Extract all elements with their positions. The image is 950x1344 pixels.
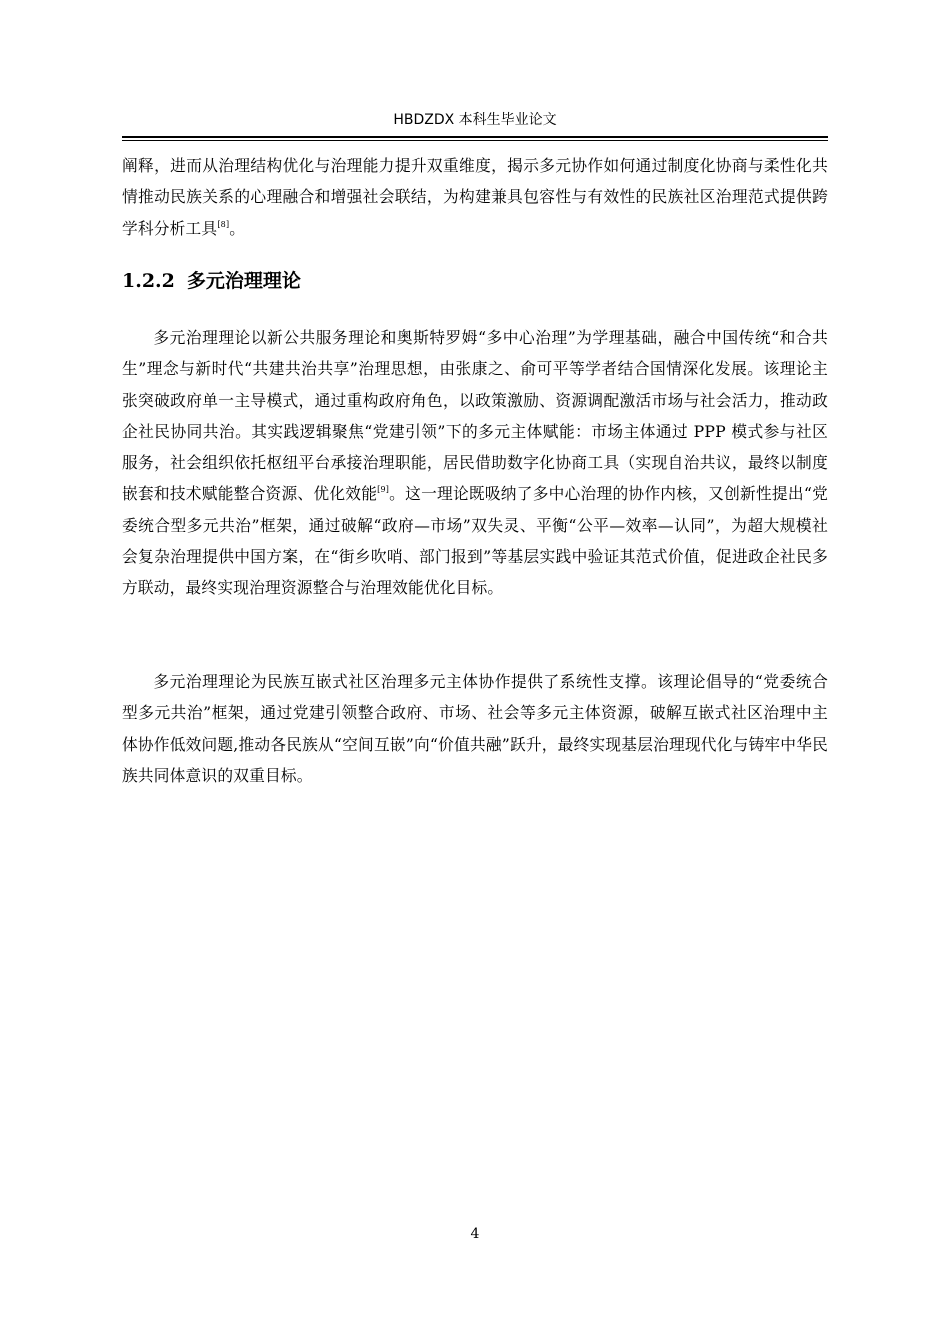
section-heading (122, 266, 301, 296)
paragraph-tail: 。这一理论既吸纳了多中心治理的协作内核，又创新性提出“党委统合型多元共治”框架，通过破解“政府—市场”双失灵、平衡“公平—效率—认同”，为超大规模社会复杂治理提供中国方案，在“街乡吹哨、部门报到”等基层实践中验证其范式价值，促进政企社民多方联动，最终实现治理资源整合与治理效能优化目标。 (122, 484, 828, 598)
page-number: 4 (470, 1226, 480, 1242)
body-paragraph (122, 322, 828, 604)
running-header: HBDZDX 本科生毕业论文 (393, 112, 557, 128)
section-number: 1.2.2 (122, 270, 175, 292)
citation-ref: [9] (377, 485, 390, 495)
paragraph-tail: 。 (229, 218, 246, 238)
paragraph-text: 阐释，进而从治理结构优化与治理能力提升双重维度，揭示多元协作如何通过制度化协商与柔性化共情推动民族关系的心理融合和增强社会联结，为构建兼具包容性与有效性的民族社区治理范式提供跨学科分析工具 (122, 156, 828, 238)
section-title: 多元治理理论 (186, 270, 301, 292)
paragraph-text: 多元治理理论以新公共服务理论和奥斯特罗姆“多中心治理”为学理基础，融合中国传统“和合共生”理念与新时代“共建共治共享”治理思想，由张康之、俞可平等学者结合国情深化发展。该理论主张突破政府单一主导模式，通过重构政府角色，以政策激励、资源调配激活市场与社会活力，推动政企社民协同共治。其实践逻辑聚焦“党建引领”下的多元主体赋能：市场主体通过 PPP 模式参与社区服务，社会组织依托枢纽平台承接治理职能，居民借助数字化协商工具（实现自治共议，最终以制度嵌套和技术赋能整合资源、优化效能 (122, 328, 828, 504)
paragraph-text: 多元治理理论为民族互嵌式社区治理多元主体协作提供了系统性支撑。该理论倡导的“党委统合型多元共治”框架，通过党建引领整合政府、市场、社会等多元主体资源，破解互嵌式社区治理中主体协作低效问题,推动各民族从“空间互嵌”向“价值共融”跃升，最终实现基层治理现代化与铸牢中华民族共同体意识的双重目标。 (122, 672, 828, 785)
body-paragraph (122, 666, 828, 791)
citation-ref: [8] (217, 219, 230, 229)
header-rule-thick (122, 136, 828, 138)
header-rule-thin (122, 140, 828, 141)
continued-paragraph (122, 150, 828, 244)
